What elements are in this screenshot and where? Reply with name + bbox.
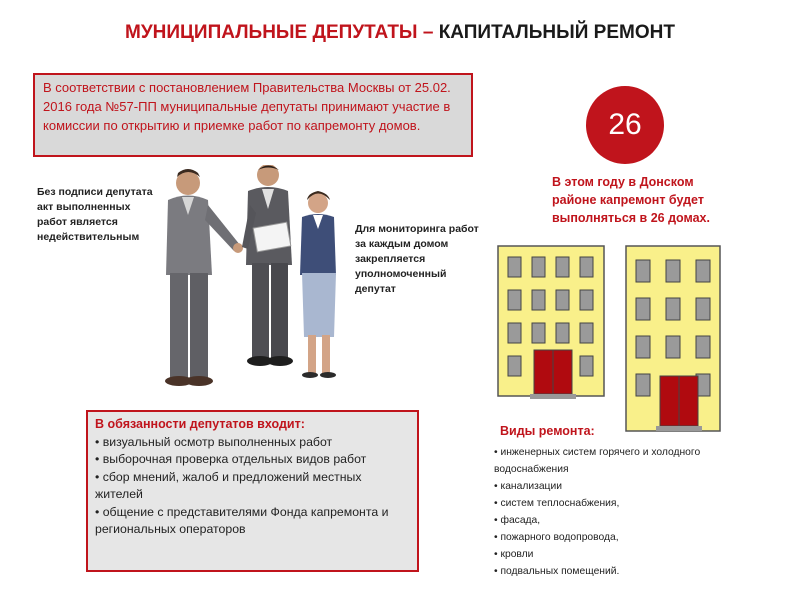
repair-types-list	[494, 444, 704, 580]
page-title	[0, 22, 800, 44]
building-left	[498, 246, 604, 399]
signature-note: Без подписи депутата акт выполненных работ является недействительным	[37, 186, 153, 243]
repair-type-item: • фасада,	[494, 515, 541, 526]
repair-type-item: • канализации	[494, 481, 562, 492]
title-part2: КАПИТАЛЬНЫЙ РЕМОНТ	[438, 22, 675, 43]
duty-item: • визуальный осмотр выполненных работ	[95, 434, 333, 449]
decree-text: В соответствии с постановлением Правительства Москвы от 25.02. 2016 года №57-ПП муниципальные депутаты принимают участие в комиссии по открытию и приемке работ по капремонту домов.	[43, 80, 451, 133]
woman-figure	[300, 191, 336, 378]
decree-box	[33, 73, 473, 157]
duty-item: • выборочная проверка отдельных видов работ	[95, 452, 367, 466]
repair-type-item: • подвальных помещений.	[494, 566, 620, 577]
man-middle-figure	[242, 165, 293, 366]
duties-header: В обязанности депутатов входит:	[95, 417, 305, 431]
houses-count-badge	[586, 86, 664, 164]
man-left-figure	[165, 169, 243, 386]
houses-count: 26	[608, 108, 642, 141]
duties-box	[86, 410, 419, 572]
building-right	[626, 246, 720, 431]
monitoring-note: Для мониторинга работ за каждым домом закрепляется уполномоченный депутат	[355, 223, 479, 295]
title-part1: МУНИЦИПАЛЬНЫЕ ДЕПУТАТЫ	[125, 22, 418, 43]
repair-type-item: • систем теплоснабжения,	[494, 498, 620, 509]
repair-type-item: • кровли	[494, 549, 534, 560]
duty-item: • общение с представителями Фонда капремонта и региональных операторов	[95, 504, 389, 536]
buildings-illustration	[494, 240, 724, 435]
deputies-handshake-illustration	[150, 165, 350, 390]
repair-type-item: • инженерных систем горячего и холодного водоснабжения	[494, 447, 701, 475]
duty-item: • сбор мнений, жалоб и предложений местных жителей	[95, 469, 362, 501]
district-note: В этом году в Донском районе капремонт будет выполняться в 26 домах.	[552, 175, 710, 225]
repair-types-header: Виды ремонта:	[500, 424, 595, 438]
title-dash: –	[422, 22, 434, 43]
repair-type-item: • пожарного водопровода,	[494, 532, 619, 543]
